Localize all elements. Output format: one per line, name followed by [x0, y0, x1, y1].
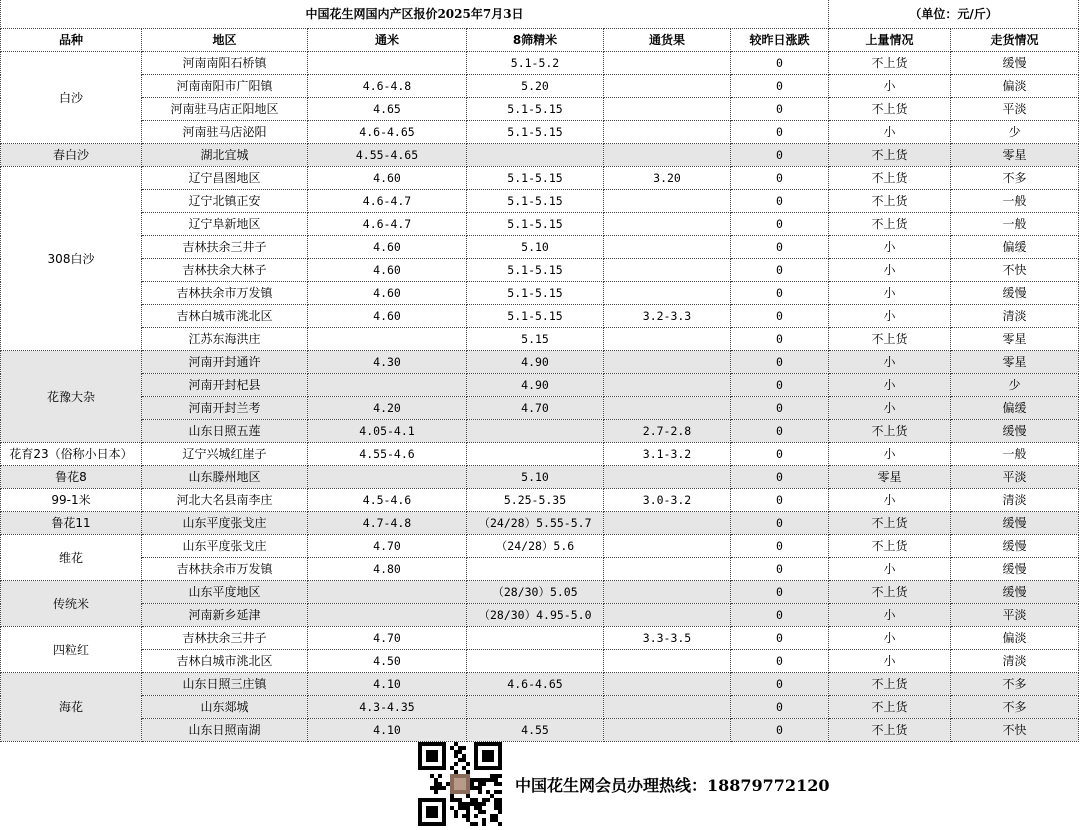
tonghuoguo-cell	[604, 328, 731, 351]
supply-cell: 小	[829, 305, 951, 328]
tonghuoguo-cell: 2.7-2.8	[604, 420, 731, 443]
tonghuoguo-cell	[604, 581, 731, 604]
table-row	[1, 466, 1079, 489]
tongmi-cell: 4.7-4.8	[308, 512, 467, 535]
jingmi-cell: 5.1-5.15	[467, 167, 604, 190]
sales-cell: 零星	[951, 144, 1079, 167]
supply-cell: 小	[829, 282, 951, 305]
supply-cell: 不上货	[829, 52, 951, 75]
jingmi-cell	[467, 443, 604, 466]
change-cell: 0	[731, 535, 829, 558]
change-cell: 0	[731, 98, 829, 121]
tongmi-cell: 4.70	[308, 627, 467, 650]
tongmi-cell: 4.60	[308, 236, 467, 259]
tongmi-cell: 4.60	[308, 259, 467, 282]
change-cell: 0	[731, 489, 829, 512]
table-row	[1, 259, 1079, 282]
supply-cell: 不上货	[829, 190, 951, 213]
tonghuoguo-cell	[604, 604, 731, 627]
change-cell: 0	[731, 167, 829, 190]
table-row	[1, 558, 1079, 581]
jingmi-cell: 5.1-5.15	[467, 282, 604, 305]
jingmi-cell: 4.55	[467, 719, 604, 742]
sales-cell: 少	[951, 374, 1079, 397]
jingmi-cell	[467, 420, 604, 443]
table-row	[1, 190, 1079, 213]
tonghuoguo-cell: 3.20	[604, 167, 731, 190]
change-cell: 0	[731, 512, 829, 535]
tonghuoguo-cell	[604, 282, 731, 305]
sales-cell: 清淡	[951, 305, 1079, 328]
tongmi-cell: 4.50	[308, 650, 467, 673]
table-row	[1, 213, 1079, 236]
tongmi-cell	[308, 328, 467, 351]
region-cell: 吉林扶余三井子	[142, 236, 308, 259]
tongmi-cell: 4.30	[308, 351, 467, 374]
region-cell: 山东平度张戈庄	[142, 535, 308, 558]
region-cell: 山东平度地区	[142, 581, 308, 604]
tonghuoguo-cell	[604, 98, 731, 121]
column-header-region: 地区	[142, 29, 308, 52]
change-cell: 0	[731, 75, 829, 98]
supply-cell: 不上货	[829, 144, 951, 167]
region-cell: 河南驻马店泌阳	[142, 121, 308, 144]
tongmi-cell: 4.60	[308, 282, 467, 305]
sales-cell: 偏淡	[951, 627, 1079, 650]
sales-cell: 缓慢	[951, 581, 1079, 604]
tongmi-cell: 4.20	[308, 397, 467, 420]
supply-cell: 小	[829, 351, 951, 374]
change-cell: 0	[731, 259, 829, 282]
region-cell: 辽宁北镇正安	[142, 190, 308, 213]
tonghuoguo-cell: 3.0-3.2	[604, 489, 731, 512]
tonghuoguo-cell	[604, 121, 731, 144]
supply-cell: 小	[829, 236, 951, 259]
region-cell: 河南开封兰考	[142, 397, 308, 420]
region-cell: 山东滕州地区	[142, 466, 308, 489]
member-hotline: 中国花生网会员办理热线：18879772120	[515, 776, 830, 795]
tongmi-cell	[308, 374, 467, 397]
variety-cell: 白沙	[1, 52, 142, 144]
tongmi-cell: 4.3-4.35	[308, 696, 467, 719]
jingmi-cell: 5.20	[467, 75, 604, 98]
region-cell: 河南开封通许	[142, 351, 308, 374]
tongmi-cell	[308, 604, 467, 627]
region-cell: 河南新乡延津	[142, 604, 308, 627]
supply-cell: 小	[829, 374, 951, 397]
tongmi-cell: 4.10	[308, 673, 467, 696]
region-cell: 湖北宜城	[142, 144, 308, 167]
table-row	[1, 144, 1079, 167]
table-row	[1, 282, 1079, 305]
jingmi-cell: 5.1-5.15	[467, 305, 604, 328]
supply-cell: 小	[829, 259, 951, 282]
table-row	[1, 443, 1079, 466]
jingmi-cell: 5.1-5.15	[467, 213, 604, 236]
tongmi-cell: 4.10	[308, 719, 467, 742]
jingmi-cell	[467, 627, 604, 650]
sales-cell: 偏淡	[951, 75, 1079, 98]
supply-cell: 不上货	[829, 719, 951, 742]
table-row	[1, 581, 1079, 604]
column-header-jingmi: 8筛精米	[467, 29, 604, 52]
variety-cell: 花豫大杂	[1, 351, 142, 443]
jingmi-cell: 4.90	[467, 374, 604, 397]
jingmi-cell	[467, 650, 604, 673]
region-cell: 山东郯城	[142, 696, 308, 719]
tongmi-cell: 4.55-4.65	[308, 144, 467, 167]
table-row	[1, 535, 1079, 558]
tonghuoguo-cell	[604, 466, 731, 489]
change-cell: 0	[731, 696, 829, 719]
tonghuoguo-cell	[604, 696, 731, 719]
change-cell: 0	[731, 420, 829, 443]
jingmi-cell: 5.1-5.15	[467, 259, 604, 282]
region-cell: 山东日照南湖	[142, 719, 308, 742]
supply-cell: 不上货	[829, 213, 951, 236]
change-cell: 0	[731, 190, 829, 213]
change-cell: 0	[731, 650, 829, 673]
supply-cell: 小	[829, 75, 951, 98]
region-cell: 河南南阳市广阳镇	[142, 75, 308, 98]
supply-cell: 不上货	[829, 696, 951, 719]
variety-cell: 海花	[1, 673, 142, 742]
supply-cell: 小	[829, 121, 951, 144]
column-header-tongmi: 通米	[308, 29, 467, 52]
tongmi-cell: 4.05-4.1	[308, 420, 467, 443]
jingmi-cell	[467, 558, 604, 581]
tongmi-cell: 4.6-4.8	[308, 75, 467, 98]
jingmi-cell: （24/28）5.6	[467, 535, 604, 558]
tongmi-cell: 4.60	[308, 167, 467, 190]
table-row	[1, 512, 1079, 535]
sales-cell: 清淡	[951, 489, 1079, 512]
region-cell: 吉林扶余市万发镇	[142, 558, 308, 581]
column-header-tonghuoguo: 通货果	[604, 29, 731, 52]
change-cell: 0	[731, 52, 829, 75]
tonghuoguo-cell: 3.1-3.2	[604, 443, 731, 466]
jingmi-cell: 5.1-5.15	[467, 190, 604, 213]
sales-cell: 不多	[951, 696, 1079, 719]
jingmi-cell: 4.70	[467, 397, 604, 420]
tonghuoguo-cell	[604, 259, 731, 282]
table-row	[1, 75, 1079, 98]
tonghuoguo-cell	[604, 236, 731, 259]
tonghuoguo-cell	[604, 190, 731, 213]
change-cell: 0	[731, 144, 829, 167]
variety-cell: 传统米	[1, 581, 142, 627]
variety-cell: 四粒红	[1, 627, 142, 673]
sales-cell: 不快	[951, 719, 1079, 742]
tonghuoguo-cell: 3.3-3.5	[604, 627, 731, 650]
jingmi-cell: 5.10	[467, 236, 604, 259]
tonghuoguo-cell	[604, 374, 731, 397]
tonghuoguo-cell	[604, 75, 731, 98]
column-header-sales: 走货情况	[951, 29, 1079, 52]
tonghuoguo-cell: 3.2-3.3	[604, 305, 731, 328]
table-row	[1, 374, 1079, 397]
tongmi-cell: 4.80	[308, 558, 467, 581]
tonghuoguo-cell	[604, 512, 731, 535]
sales-cell: 缓慢	[951, 512, 1079, 535]
jingmi-cell	[467, 696, 604, 719]
column-header-supply: 上量情况	[829, 29, 951, 52]
jingmi-cell	[467, 144, 604, 167]
table-row	[1, 673, 1079, 696]
change-cell: 0	[731, 466, 829, 489]
tonghuoguo-cell	[604, 52, 731, 75]
table-row	[1, 236, 1079, 259]
column-header-variety: 品种	[1, 29, 142, 52]
sales-cell: 一般	[951, 213, 1079, 236]
jingmi-cell: 5.1-5.15	[467, 98, 604, 121]
tongmi-cell	[308, 466, 467, 489]
sales-cell: 缓慢	[951, 558, 1079, 581]
supply-cell: 不上货	[829, 328, 951, 351]
region-cell: 辽宁昌图地区	[142, 167, 308, 190]
supply-cell: 小	[829, 604, 951, 627]
jingmi-cell: （28/30）4.95-5.0	[467, 604, 604, 627]
change-cell: 0	[731, 673, 829, 696]
table-row	[1, 121, 1079, 144]
table-row	[1, 604, 1079, 627]
supply-cell: 不上货	[829, 535, 951, 558]
sales-cell: 零星	[951, 328, 1079, 351]
tongmi-cell: 4.60	[308, 305, 467, 328]
supply-cell: 小	[829, 489, 951, 512]
sales-cell: 偏缓	[951, 236, 1079, 259]
variety-cell: 维花	[1, 535, 142, 581]
table-row	[1, 167, 1079, 190]
supply-cell: 不上货	[829, 98, 951, 121]
region-cell: 山东平度张戈庄	[142, 512, 308, 535]
tongmi-cell: 4.5-4.6	[308, 489, 467, 512]
sales-cell: 缓慢	[951, 282, 1079, 305]
sales-cell: 偏缓	[951, 397, 1079, 420]
tonghuoguo-cell	[604, 397, 731, 420]
tonghuoguo-cell	[604, 351, 731, 374]
change-cell: 0	[731, 397, 829, 420]
sales-cell: 平淡	[951, 98, 1079, 121]
supply-cell: 不上货	[829, 420, 951, 443]
change-cell: 0	[731, 236, 829, 259]
tonghuoguo-cell	[604, 144, 731, 167]
change-cell: 0	[731, 351, 829, 374]
supply-cell: 小	[829, 650, 951, 673]
jingmi-cell: 5.10	[467, 466, 604, 489]
page-title: 中国花生网国内产区报价2025年7月3日	[1, 0, 829, 29]
jingmi-cell: 4.6-4.65	[467, 673, 604, 696]
tongmi-cell	[308, 52, 467, 75]
footer	[0, 739, 1080, 827]
sales-cell: 不快	[951, 259, 1079, 282]
jingmi-cell: 5.1-5.2	[467, 52, 604, 75]
change-cell: 0	[731, 604, 829, 627]
table-row	[1, 489, 1079, 512]
variety-cell: 花育23（俗称小日本）	[1, 443, 142, 466]
jingmi-cell: 5.1-5.15	[467, 121, 604, 144]
change-cell: 0	[731, 282, 829, 305]
sales-cell: 不多	[951, 673, 1079, 696]
change-cell: 0	[731, 558, 829, 581]
sales-cell: 平淡	[951, 466, 1079, 489]
supply-cell: 不上货	[829, 167, 951, 190]
sales-cell: 一般	[951, 443, 1079, 466]
region-cell: 河南开封杞县	[142, 374, 308, 397]
table-row	[1, 305, 1079, 328]
variety-cell: 308白沙	[1, 167, 142, 351]
sales-cell: 零星	[951, 351, 1079, 374]
jingmi-cell: （28/30）5.05	[467, 581, 604, 604]
column-header-change: 较昨日涨跌	[731, 29, 829, 52]
table-row	[1, 650, 1079, 673]
sales-cell: 缓慢	[951, 52, 1079, 75]
sales-cell: 清淡	[951, 650, 1079, 673]
tongmi-cell	[308, 581, 467, 604]
region-cell: 河南南阳石桥镇	[142, 52, 308, 75]
unit-label: （单位：元/斤）	[829, 0, 1079, 29]
supply-cell: 小	[829, 627, 951, 650]
tongmi-cell: 4.6-4.7	[308, 213, 467, 236]
variety-cell: 春白沙	[1, 144, 142, 167]
title-row	[1, 0, 1079, 29]
change-cell: 0	[731, 627, 829, 650]
supply-cell: 小	[829, 558, 951, 581]
table-row	[1, 52, 1079, 75]
change-cell: 0	[731, 328, 829, 351]
supply-cell: 小	[829, 397, 951, 420]
region-cell: 山东日照五莲	[142, 420, 308, 443]
tongmi-cell: 4.55-4.6	[308, 443, 467, 466]
table-row	[1, 420, 1079, 443]
region-cell: 辽宁兴城红崖子	[142, 443, 308, 466]
sales-cell: 少	[951, 121, 1079, 144]
sales-cell: 平淡	[951, 604, 1079, 627]
table-row	[1, 397, 1079, 420]
supply-cell: 不上货	[829, 581, 951, 604]
change-cell: 0	[731, 213, 829, 236]
sales-cell: 缓慢	[951, 420, 1079, 443]
jingmi-cell: 5.15	[467, 328, 604, 351]
tongmi-cell: 4.65	[308, 98, 467, 121]
jingmi-cell: 4.90	[467, 351, 604, 374]
variety-cell: 鲁花11	[1, 512, 142, 535]
tonghuoguo-cell	[604, 650, 731, 673]
tongmi-cell: 4.70	[308, 535, 467, 558]
supply-cell: 零星	[829, 466, 951, 489]
table-row	[1, 696, 1079, 719]
jingmi-cell: 5.25-5.35	[467, 489, 604, 512]
table-row	[1, 98, 1079, 121]
region-cell: 吉林扶余市万发镇	[142, 282, 308, 305]
jingmi-cell: （24/28）5.55-5.7	[467, 512, 604, 535]
tongmi-cell: 4.6-4.65	[308, 121, 467, 144]
qr-code-icon	[418, 742, 502, 826]
sales-cell: 缓慢	[951, 535, 1079, 558]
supply-cell: 小	[829, 443, 951, 466]
change-cell: 0	[731, 581, 829, 604]
region-cell: 吉林扶余三井子	[142, 627, 308, 650]
change-cell: 0	[731, 121, 829, 144]
variety-cell: 99-1米	[1, 489, 142, 512]
region-cell: 吉林扶余大林子	[142, 259, 308, 282]
tonghuoguo-cell	[604, 673, 731, 696]
header-row	[1, 29, 1079, 52]
region-cell: 河北大名县南李庄	[142, 489, 308, 512]
region-cell: 河南驻马店正阳地区	[142, 98, 308, 121]
region-cell: 吉林白城市洮北区	[142, 305, 308, 328]
supply-cell: 不上货	[829, 512, 951, 535]
change-cell: 0	[731, 719, 829, 742]
variety-cell: 鲁花8	[1, 466, 142, 489]
change-cell: 0	[731, 443, 829, 466]
tongmi-cell: 4.6-4.7	[308, 190, 467, 213]
region-cell: 辽宁阜新地区	[142, 213, 308, 236]
region-cell: 吉林白城市洮北区	[142, 650, 308, 673]
sales-cell: 不多	[951, 167, 1079, 190]
tonghuoguo-cell	[604, 213, 731, 236]
table-row	[1, 351, 1079, 374]
region-cell: 山东日照三庄镇	[142, 673, 308, 696]
table-row	[1, 328, 1079, 351]
region-cell: 江苏东海洪庄	[142, 328, 308, 351]
tonghuoguo-cell	[604, 558, 731, 581]
change-cell: 0	[731, 374, 829, 397]
supply-cell: 不上货	[829, 673, 951, 696]
sales-cell: 一般	[951, 190, 1079, 213]
table-row	[1, 627, 1079, 650]
tonghuoguo-cell	[604, 535, 731, 558]
change-cell: 0	[731, 305, 829, 328]
